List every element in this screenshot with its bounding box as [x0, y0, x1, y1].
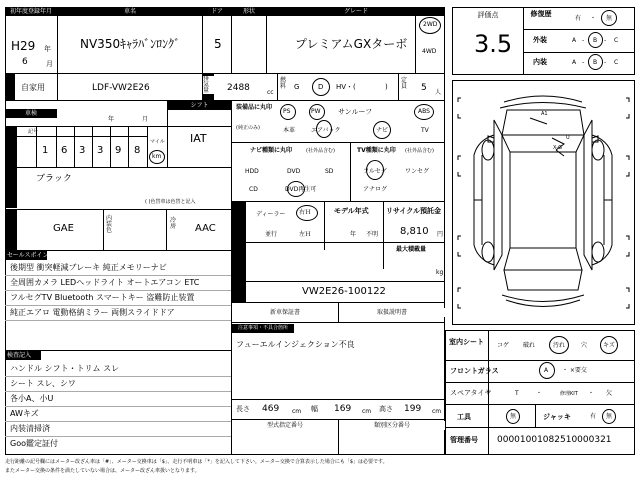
capacity-unit: 人 [435, 89, 442, 96]
fuel-d: D [318, 83, 324, 91]
import-right-h: 右Ｈ [299, 209, 312, 216]
mileage-unit-mile: マイル [150, 139, 165, 145]
reg-header: 初年度登録年月 [5, 7, 57, 16]
doors-header: ドア [203, 7, 231, 16]
fuel-g: G [294, 83, 300, 91]
points-line-1: 後期型 衝突軽減ブレーキ 純正メモリーナビ [10, 263, 167, 272]
recycle-unit: 円 [437, 231, 444, 238]
new-warranty-label: 新車保証書 [232, 308, 338, 317]
reg-era-year: H29 [11, 39, 36, 53]
capacity-load-unit: kg [436, 269, 444, 276]
eq-sunroof: サンルーフ [338, 108, 373, 116]
int-a: A [572, 59, 577, 66]
dim-length-label: 長さ [236, 405, 250, 413]
capacity-value: 5 [421, 83, 427, 93]
model-year-unknown: 不明 [366, 231, 379, 238]
aircon-value: AAC [195, 223, 216, 234]
fuel-paren: ) [385, 83, 388, 91]
chassis-label: 車台番号 [234, 283, 240, 304]
rating-value: 3.5 [474, 30, 513, 58]
capacity-header: 定員 [401, 77, 408, 90]
ext-dash-2: - [604, 37, 607, 44]
inspector-line-4: AWキズ [10, 409, 39, 418]
diagram-mark-u: U [566, 135, 570, 141]
color-label: 外装色 [7, 175, 14, 197]
spare-dot-2: ・ [588, 390, 595, 397]
tv-note: (社外品含む) [405, 148, 434, 154]
eq-ps: PS [283, 108, 291, 115]
eq-leather: 本革 [283, 127, 296, 134]
dim-height-unit: cm [432, 408, 442, 415]
mileage-digit-3: 3 [79, 145, 86, 156]
int-color-label: 内装色 [106, 215, 113, 234]
model-value: NV350ｷｬﾗﾊﾞﾝﾛﾝｸﾞ [80, 37, 181, 51]
mileage-digits-header: 記号 [28, 129, 39, 135]
inspection-year-unit: 年 [108, 116, 115, 123]
inspector-header: 検査記入 [5, 351, 41, 360]
inspector-line-6: Goo鑑定証付 [10, 439, 58, 448]
ext-a: A [572, 37, 577, 44]
notes-value: フューエルインジェクション不良 [236, 340, 355, 349]
inspection-header: 車検 [5, 109, 57, 118]
dim-width-label: 幅 [311, 405, 318, 413]
points-header: セールスポイント [7, 252, 55, 259]
repair-no: 無 [606, 15, 613, 22]
reg-year-unit: 年 [44, 45, 51, 53]
seat-kizu: キズ [603, 342, 615, 349]
tv-analog: アナログ [363, 186, 388, 193]
spare-dot-1: ・ [536, 390, 543, 397]
diagram-mark-a1: A1 [541, 111, 548, 117]
dim-width: 169 [334, 404, 352, 414]
tools-label: 工具 [457, 413, 471, 421]
repair-label: 修復歴 [524, 10, 558, 19]
use-private: 自家用 [21, 83, 45, 92]
mileage-digit-1: 1 [42, 145, 49, 156]
mileage-digit-5: 9 [115, 145, 122, 156]
model-header: 車名 [58, 7, 202, 16]
import-label: 輸入車 [235, 209, 242, 228]
seat-yabure: 破れ [523, 342, 536, 349]
recycle-header: リサイクル預託金 [386, 207, 442, 215]
eq-abs: ABS [418, 108, 430, 115]
tools-no: 無 [510, 413, 517, 420]
capacity-load-header: 最大積載量 [396, 246, 427, 253]
reg-no-label: 登録番号 [235, 249, 242, 274]
equipment-sub: (純正のみ) [236, 125, 260, 131]
inspector-line-5: 内装清掃済 [10, 424, 50, 433]
recycle-value: 8,810 [400, 226, 429, 237]
int-c: C [614, 59, 619, 66]
footer-line-2: またメーター交換の条件を満たしていない場合は、メーター改ざん車扱いとなります。 [5, 468, 200, 474]
color-no-label: カラーNo [7, 213, 16, 238]
points-line-3: フルセグTV Bluetooth スマートキー 盗難防止装置 [10, 293, 195, 302]
mileage-digit-6: 8 [134, 145, 141, 156]
color-note: ( )色替車は色替と記入 [145, 199, 196, 205]
aircon-label: 冷房 [170, 217, 177, 230]
navi-sd: SD [325, 168, 334, 175]
navi-cd: CD [249, 186, 258, 193]
use-header-cell [5, 74, 15, 100]
dim-height: 199 [404, 404, 422, 414]
interior-seat-label: 室内シート [449, 338, 484, 346]
int-dash-2: - [604, 59, 607, 66]
glass-need-change: ・ ×要交 [562, 367, 587, 374]
import-parallel: 並行 [265, 231, 278, 238]
jack-label: ジャッキ [543, 413, 571, 421]
navi-note: (社外品含む) [306, 148, 335, 154]
eq-navi: ナビ [376, 127, 389, 134]
equipment-header: 装備品に丸印 [236, 104, 273, 111]
import-dealer: ディーラー [256, 211, 286, 218]
navi-header: ナビ種類に丸印 [250, 147, 293, 154]
mileage-label: 走行 [7, 136, 14, 151]
control-no-label: 管理番号 [450, 436, 478, 444]
inspector-line-3: 各小A、小U [10, 394, 54, 403]
control-no-value: 00001001082510000321 [497, 435, 612, 445]
spare-repair-kit: 修理KIT [560, 391, 578, 397]
jack-no: 無 [606, 413, 613, 420]
int-b: B [593, 59, 598, 66]
class-no-label: 類別区分番号 [339, 421, 445, 430]
inspector-line-2: シート スレ、シワ [10, 379, 76, 388]
spare-t: T [515, 390, 519, 397]
doors-value: 5 [214, 37, 222, 51]
model-year-unit: 年 [350, 231, 357, 238]
shape-header: 形状 [232, 7, 266, 16]
dim-width-unit: cm [362, 408, 372, 415]
ext-label: 外装 [533, 36, 547, 44]
manual-label: 取扱説明書 [339, 308, 445, 317]
dim-height-label: 高さ [379, 405, 393, 413]
fuel-header: 燃料 [280, 77, 287, 90]
type-code: LDF-VW2E26 [92, 83, 150, 93]
shift-value: IAT [190, 132, 207, 145]
jack-yes: 有 [590, 413, 597, 420]
rating-header: 評価点 [453, 8, 523, 22]
tv-header: TV種類に丸印 [357, 147, 396, 154]
reg-month-unit: 月 [46, 60, 53, 68]
seat-ana: 穴 [581, 342, 588, 349]
displacement-value: 2488 [227, 83, 250, 93]
dim-length: 469 [262, 404, 280, 414]
points-line-2: 全周囲カメラ LEDヘッドライト オートエアコン ETC [10, 278, 200, 287]
import-left-h: 左Ｈ [299, 231, 312, 238]
drive-4wd: 4WD [422, 48, 437, 55]
tv-oneseg: ワンセグ [405, 168, 430, 175]
color-value: ブラック [36, 174, 72, 184]
ext-dash-1: - [582, 37, 585, 44]
notes-header: 注意事項・不具合箇所 [232, 324, 294, 333]
fuel-hv: HV・( [336, 83, 356, 91]
dim-length-unit: cm [292, 408, 302, 415]
footer-line-1: 走行距離の記号欄にはメーター改ざん車は「#」、メーター交換車は「$」、走行不明車は「*」を記入して下さい。メーター交換で合算表示した場合にも「$」は必要です。 [5, 459, 388, 465]
seat-yogore: 汚れ [553, 342, 566, 349]
mileage-digit-4: 3 [97, 145, 104, 156]
front-glass-label: フロントガラス [450, 367, 499, 375]
int-label: 内装 [533, 58, 547, 66]
repair-yes: 有 [575, 15, 582, 22]
chassis-value: VW2E26-100122 [302, 286, 386, 297]
spare-tire-label: スペアタイヤ [450, 389, 492, 397]
eq-pw: PW [311, 108, 321, 115]
drive-2wd: 2WD [423, 21, 438, 28]
eq-airbag: エアバック [311, 127, 341, 134]
points-line-4: 純正エアロ 電動格納ミラー 両側スライドドア [10, 308, 175, 317]
glass-a: A [544, 367, 549, 374]
inspector-line-1: ハンドル シフト・トリム スレ [10, 364, 120, 373]
eq-tv: TV [421, 127, 429, 134]
displacement-unit: cc [267, 89, 274, 96]
spare-missing: 欠 [606, 390, 613, 397]
model-year-header: モデル年式 [334, 207, 369, 215]
seat-koge: コゲ [497, 342, 510, 349]
reg-month: 6 [22, 57, 28, 67]
inspection-month-unit: 月 [142, 116, 149, 123]
grade-value: プレミアムGXターボ [295, 37, 408, 51]
navi-hdd: HDD [245, 168, 259, 175]
ext-b: B [593, 37, 598, 44]
shift-header: シフト [168, 101, 231, 110]
mileage-digit-2: 6 [61, 145, 68, 156]
repair-dot: ・ [590, 15, 597, 22]
navi-dvd: DVD [287, 168, 301, 175]
displacement-header-text: 排気量 [203, 76, 214, 94]
type-cert-label: 型式指定番号 [232, 421, 338, 430]
mileage-unit-km: km [152, 153, 162, 160]
tv-fullseg: フルセグ [363, 168, 387, 175]
grade-header: グレード [267, 7, 445, 16]
diagram-mark-xg: X-G [553, 145, 563, 151]
int-dash-1: - [582, 59, 585, 66]
color-no-value: GAE [53, 223, 74, 234]
navi-dvd-play: DVD再生可 [285, 186, 317, 193]
ext-c: C [614, 37, 619, 44]
